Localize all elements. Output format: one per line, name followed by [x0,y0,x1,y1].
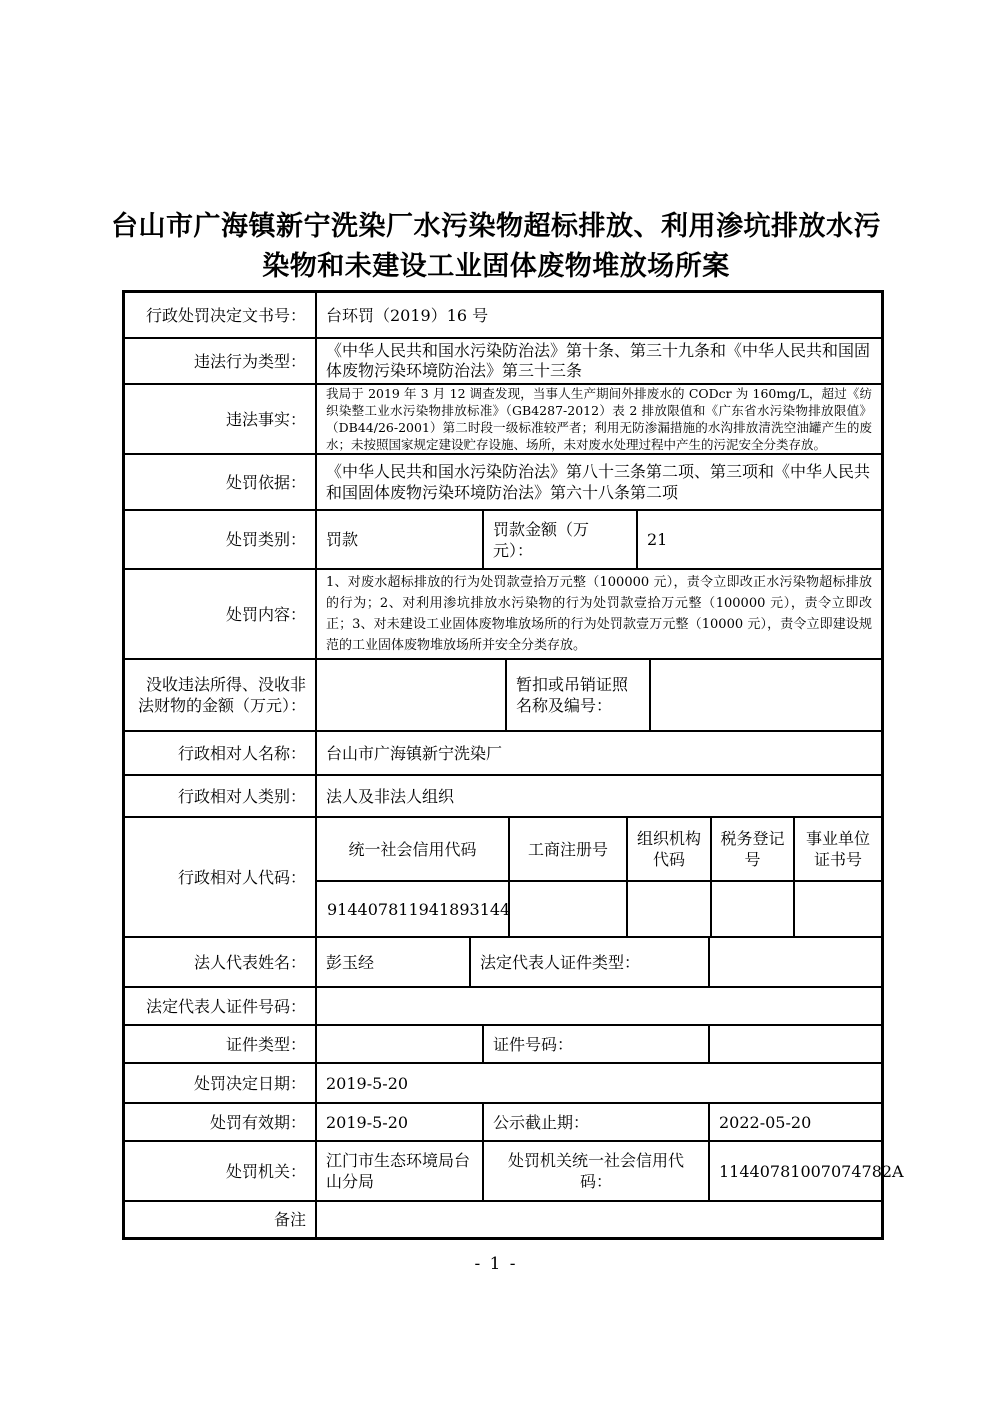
header-org-code: 组织机构代码 [626,818,710,880]
doc-no-label: 行政处罚决定文书号： [145,305,306,325]
value-org-code [626,882,710,936]
header-tax-reg-no: 税务登记号 [710,818,793,880]
penalty-amount-value: 21 [636,511,881,568]
authority-value: 江门市生态环境局台山分局 [315,1142,482,1200]
remark-label: 备注 [273,1210,306,1229]
rep-cert-type-label: 法定代表人证件类型： [469,938,708,986]
authority-code-label: 处罚机关统一社会信用代码： [482,1142,708,1200]
page-title-line1: 台山市广海镇新宁洗染厂水污染物超标排放、利用渗坑排放水污 [111,211,881,242]
publicity-deadline-label: 公示截止期： [482,1104,708,1140]
rep-cert-type-value [708,938,881,986]
rep-cert-no-label: 法定代表人证件号码： [145,996,306,1016]
party-type-label: 行政相对人类别： [177,786,306,806]
row-violation-type [125,337,881,383]
cert-type-label: 证件类型： [225,1034,306,1054]
row-authority [125,1140,904,1200]
value-business-reg-no [508,882,626,936]
basis-value: 《中华人民共和国水污染防治法》第八十三条第二项、第三项和《中华人民共和国固体废物污染环境防治法》第六十八条第二项 [315,455,881,509]
row-party-name [125,730,881,774]
authority-label: 处罚机关： [225,1161,306,1181]
row-facts [125,383,881,453]
validity-value: 2019-5-20 [315,1104,482,1140]
header-business-reg-no: 工商注册号 [508,818,626,880]
value-tax-reg-no [710,882,793,936]
value-credit-code: 914407811941893144 [327,899,511,919]
decision-date-value: 2019-5-20 [315,1064,881,1102]
license-value [649,660,881,730]
authority-code-value: 11440781007074782A [708,1142,913,1200]
party-codes-value-row [317,880,881,936]
value-institution-cert-no [793,882,881,936]
penalty-table [122,290,904,1240]
row-rep-cert-no [125,986,881,1024]
confiscation-value [315,660,505,730]
row-penalty-type [125,509,881,568]
page-number: - 1 - [474,1254,518,1274]
confiscation-label: 没收违法所得、没收非法财物的金额（万元）： [137,675,306,715]
row-party-type [125,774,881,816]
party-name-value: 台山市广海镇新宁洗染厂 [315,732,881,774]
publicity-deadline-value: 2022-05-20 [708,1104,881,1140]
cert-no-value [708,1026,881,1062]
facts-value: 我局于 2019 年 3 月 12 调查发现，当事人生产期间外排废水的 CODcr 为 160mg/L，超过《纺织染整工业水污染物排放标准》（GB4287-2012）表 2 排放限值和《广东省水污染物排放限值》（DB44/26-2001）第二时段一级标准较严者；利用无防渗漏措施的水沟排放清洗空油罐产生的废水；未按照国家规定建设贮存设施、场所，未对废水处理过程中产生的污泥安全分类存放。 [315,385,881,453]
cert-type-value [315,1026,482,1062]
row-doc-no [125,293,881,337]
penalty-type-value: 罚款 [315,511,482,568]
basis-label: 处罚依据： [225,472,306,492]
row-party-codes [125,816,881,936]
header-credit-code: 统一社会信用代码 [348,839,477,859]
header-institution-cert-no: 事业单位证书号 [793,818,881,880]
validity-label: 处罚有效期： [209,1112,306,1132]
legal-rep-value: 彭玉经 [315,938,469,986]
party-codes-header-row [317,818,881,880]
violation-type-label: 违法行为类型： [193,351,306,371]
decision-date-label: 处罚决定日期： [193,1073,306,1093]
row-basis [125,453,881,509]
penalty-type-label: 处罚类别： [225,530,306,549]
page-title [100,207,892,287]
rep-cert-no-value [315,988,881,1024]
cert-no-label: 证件号码： [482,1026,708,1062]
facts-label: 违法事实： [225,409,306,429]
legal-rep-label: 法人代表姓名： [193,952,306,972]
row-decision-date [125,1062,881,1102]
party-name-label: 行政相对人名称： [177,743,306,763]
party-type-value: 法人及非法人组织 [315,776,881,816]
party-codes-subtable [315,818,881,936]
content-label: 处罚内容： [225,604,306,624]
row-confiscation [125,658,881,730]
penalty-amount-label: 罚款金额（万元）： [482,511,636,568]
row-cert-type [125,1024,881,1062]
row-legal-rep [125,936,881,986]
doc-no-value: 台环罚（2019）16 号 [315,293,881,337]
content-value: 1、对废水超标排放的行为处罚款壹拾万元整（100000 元），责令立即改正水污染物超标排放的行为；2、对利用渗坑排放水污染物的行为处罚款壹拾万元整（100000 元），责令立即改正；3、对未建设工业固体废物堆放场所的行为处罚款壹万元整（10000 元），责令立即建设规范的工业固体废物堆放场所并安全分类存放。 [315,570,881,658]
remark-value [315,1202,881,1237]
party-codes-label: 行政相对人代码： [177,867,306,887]
page-title-line2: 染物和未建设工业固体废物堆放场所案 [262,251,730,282]
row-validity [125,1102,881,1140]
violation-type-value: 《中华人民共和国水污染防治法》第十条、第三十九条和《中华人民共和国固体废物污染环境防治法》第三十三条 [315,339,881,383]
row-remark [125,1200,881,1237]
row-content [125,568,881,658]
license-label: 暂扣或吊销证照名称及编号： [505,660,649,730]
